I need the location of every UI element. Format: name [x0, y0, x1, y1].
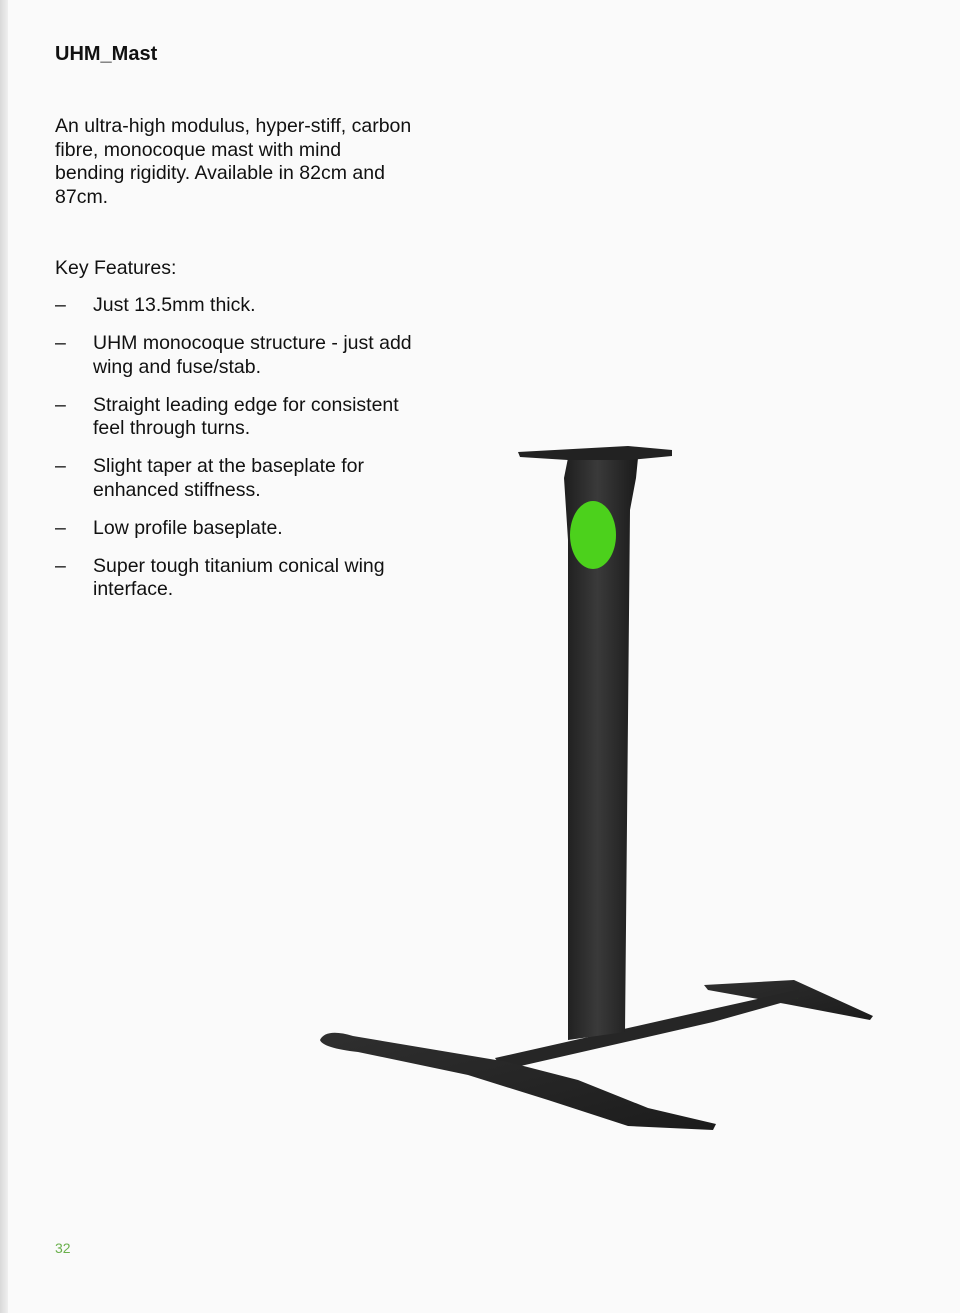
brochure-page — [8, 0, 960, 1313]
page-edge — [0, 0, 8, 1313]
bullet-dash: – — [55, 516, 66, 539]
bullet-dash: – — [55, 294, 66, 316]
bullet-dash: – — [55, 554, 66, 577]
green-logo-oval — [570, 501, 616, 569]
features-heading: Key Features: — [55, 257, 177, 279]
feature-text: Straight leading edge for consistent feel through turns. — [93, 393, 399, 439]
feature-text: UHM monocoque structure - just add wing and fuse/stab. — [93, 332, 412, 378]
hydrofoil-mast-illustration — [8, 0, 960, 1313]
front-wing — [320, 1033, 716, 1130]
feature-text: Just 13.5mm thick. — [93, 294, 256, 316]
mast-baseplate — [518, 446, 672, 460]
page-number: 32 — [55, 1240, 71, 1256]
feature-text: Low profile baseplate. — [93, 516, 283, 539]
page-title: UHM_Mast — [55, 43, 158, 65]
bullet-dash: – — [55, 393, 66, 416]
feature-text: Slight taper at the baseplate for enhanced stiffness. — [93, 455, 365, 501]
bullet-dash: – — [55, 332, 66, 354]
feature-text: Super tough titanium conical wing interface. — [93, 554, 385, 600]
bullet-dash: – — [55, 455, 66, 477]
intro-paragraph: An ultra-high modulus, hyper-stiff, carbon fibre, monocoque mast with mind bending rigidity. Available in 82cm and 87cm. — [55, 115, 412, 208]
fuselage — [495, 990, 802, 1070]
